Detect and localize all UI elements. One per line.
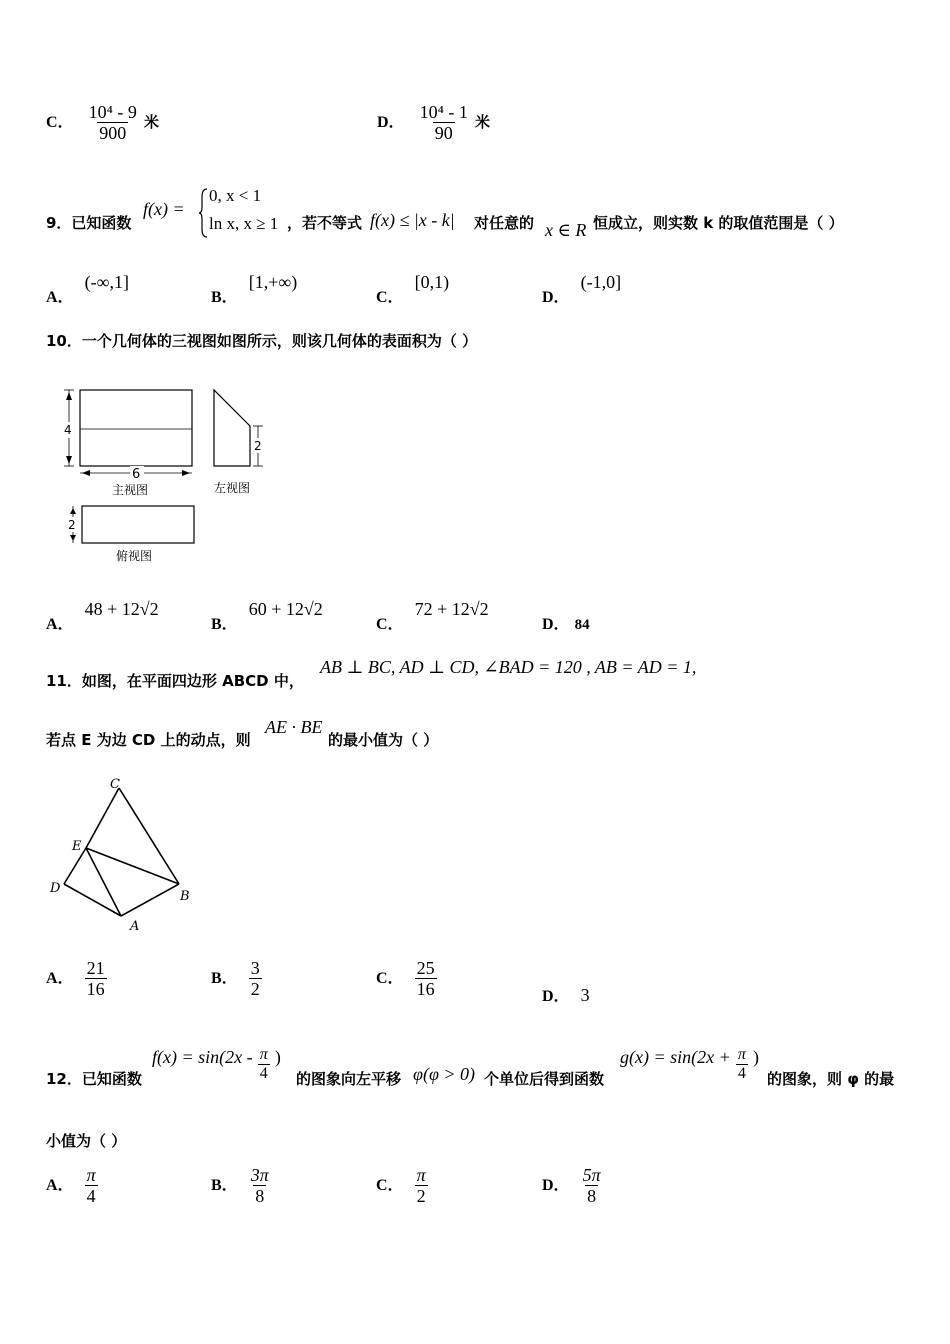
q11-option-b[interactable]	[211, 958, 262, 999]
fraction: $\frac{25}{16}$	[416, 958, 435, 999]
q12-phi: φ(φ > 0)	[413, 1064, 476, 1084]
fraction: $\frac{\pi}{4}$	[86, 1165, 96, 1206]
q9-piece-top: 0, x < 1	[209, 186, 262, 205]
point-a-label: A	[130, 919, 140, 934]
option-value: 60 + 12√2	[248, 599, 323, 619]
q11-dot-product: AE · BE	[265, 717, 323, 737]
fraction: $\frac{21}{16}$	[86, 958, 105, 999]
q9-number: 9．已知函数	[46, 214, 132, 232]
q12-option-c[interactable]	[376, 1165, 428, 1206]
q11-stem-line2b: 的最小值为（ ）	[328, 731, 439, 749]
q9-fx-eq: f(x) =	[143, 199, 185, 219]
side-view	[214, 390, 250, 466]
q9-mid2: 对任意的	[474, 214, 535, 232]
top-view	[82, 506, 194, 543]
option-label: B．	[211, 970, 238, 987]
q12-g-expr: g(x) = sin(2x + $\frac{\pi}{4}$ )	[620, 1046, 759, 1082]
q11-option-a[interactable]	[46, 958, 107, 999]
option-value: 72 + 12√2	[414, 599, 489, 619]
fraction: $\frac{\text{10⁴ - 1}}{90}$	[419, 102, 468, 143]
front-height-label: 4	[64, 423, 72, 437]
option-value: 84	[574, 617, 590, 633]
q9-tail: 恒成立，则实数 k 的取值范围是（ ）	[593, 214, 844, 232]
q12-option-a[interactable]	[46, 1165, 98, 1206]
option-label: D．	[377, 114, 405, 131]
option-value: [0,1)	[414, 272, 450, 292]
option-label: C．	[376, 970, 404, 987]
front-view	[80, 390, 192, 466]
q9-mid1: ，若不等式	[287, 214, 363, 232]
q8-option-d[interactable]: D． $\frac{\text{10⁴ - 1}}{90}$ 米	[377, 102, 491, 143]
q12-option-d[interactable]	[542, 1165, 603, 1206]
point-d-label: D	[50, 881, 61, 896]
option-value: 3	[580, 985, 590, 1005]
three-view-figure	[58, 382, 278, 572]
q12-number: 12．已知函数	[46, 1070, 142, 1088]
fraction: $\frac{5\pi}{8}$	[582, 1165, 601, 1206]
q9-option-c[interactable]	[376, 270, 450, 306]
q9-inequality: f(x) ≤ |x - k|	[370, 210, 455, 230]
q10-option-b[interactable]	[211, 597, 323, 633]
brace-icon	[199, 187, 209, 239]
fraction: $\frac{\text{10⁴ - 9}}{900}$	[88, 102, 137, 143]
q8-option-c[interactable]: C． $\frac{\text{10⁴ - 9}}{900}$ 米	[46, 102, 160, 143]
option-label: A．	[46, 1177, 74, 1194]
q9-option-d[interactable]	[542, 270, 622, 306]
fraction: $\frac{\pi}{4}$	[737, 1046, 746, 1082]
top-view-caption: 俯视图	[116, 549, 153, 563]
option-label: D．	[542, 988, 570, 1005]
q12-mid2: 个单位后得到函数	[484, 1070, 605, 1088]
fraction: $\frac{3}{2}$	[250, 958, 260, 999]
q10-option-d[interactable]	[542, 611, 590, 634]
q11-condition: AB ⊥ BC, AD ⊥ CD, ∠BAD = 120 , AB = AD = 1,	[320, 657, 697, 677]
option-label: A．	[46, 970, 74, 987]
q12-option-b[interactable]	[211, 1165, 271, 1206]
q9-domain: x ∈ R	[545, 220, 587, 240]
q12-line2: 小值为（ ）	[46, 1132, 127, 1150]
point-e-label: E	[72, 839, 82, 854]
q11-option-d[interactable]	[542, 983, 590, 1006]
fraction: $\frac{\pi}{4}$	[259, 1046, 268, 1082]
option-value: 48 + 12√2	[84, 599, 159, 619]
front-view-caption: 主视图	[112, 483, 149, 497]
q11-option-c[interactable]	[376, 958, 437, 999]
q9-option-b[interactable]	[211, 270, 298, 306]
option-label: B．	[211, 616, 238, 633]
option-label: D．	[542, 1177, 570, 1194]
q9-option-a[interactable]	[46, 270, 129, 306]
fraction: $\frac{\pi}{2}$	[416, 1165, 426, 1206]
q12-mid1: 的图象向左平移	[296, 1070, 402, 1088]
point-c-label: C	[110, 777, 120, 792]
point-b-label: B	[180, 889, 190, 904]
option-label: C．	[376, 289, 404, 306]
option-value: (-1,0]	[580, 272, 622, 292]
side-height-label: 2	[254, 439, 262, 453]
option-label: C．	[376, 1177, 404, 1194]
option-label: A．	[46, 616, 74, 633]
q10-option-a[interactable]	[46, 597, 159, 633]
option-label: D．	[542, 616, 570, 633]
option-value: [1,+∞)	[248, 272, 298, 292]
option-label: D．	[542, 289, 570, 306]
q11-stem: 11．如图，在平面四边形 ABCD 中，	[46, 672, 304, 690]
side-view-caption: 左视图	[214, 481, 251, 495]
q12-tail: 的图象，则 φ 的最	[767, 1070, 895, 1088]
option-label: C．	[376, 616, 404, 633]
option-label: B．	[211, 1177, 238, 1194]
q10-stem: 10．一个几何体的三视图如图所示，则该几何体的表面积为（ ）	[46, 332, 478, 350]
top-height-label: 2	[68, 518, 76, 532]
q12-f-expr: f(x) = sin(2x - $\frac{\pi}{4}$ )	[152, 1046, 281, 1082]
option-label: B．	[211, 289, 238, 306]
fraction: $\frac{3\pi}{8}$	[250, 1165, 269, 1206]
quadrilateral-figure	[46, 776, 206, 936]
q10-option-c[interactable]	[376, 597, 489, 633]
q9-piece-bottom: ln x, x ≥ 1	[209, 214, 279, 233]
option-label: A．	[46, 289, 74, 306]
option-value: (-∞,1]	[84, 272, 129, 292]
front-width-label: 6	[132, 467, 141, 482]
option-label: C．	[46, 114, 74, 131]
q11-stem-line2a: 若点 E 为边 CD 上的动点，则	[46, 731, 251, 749]
